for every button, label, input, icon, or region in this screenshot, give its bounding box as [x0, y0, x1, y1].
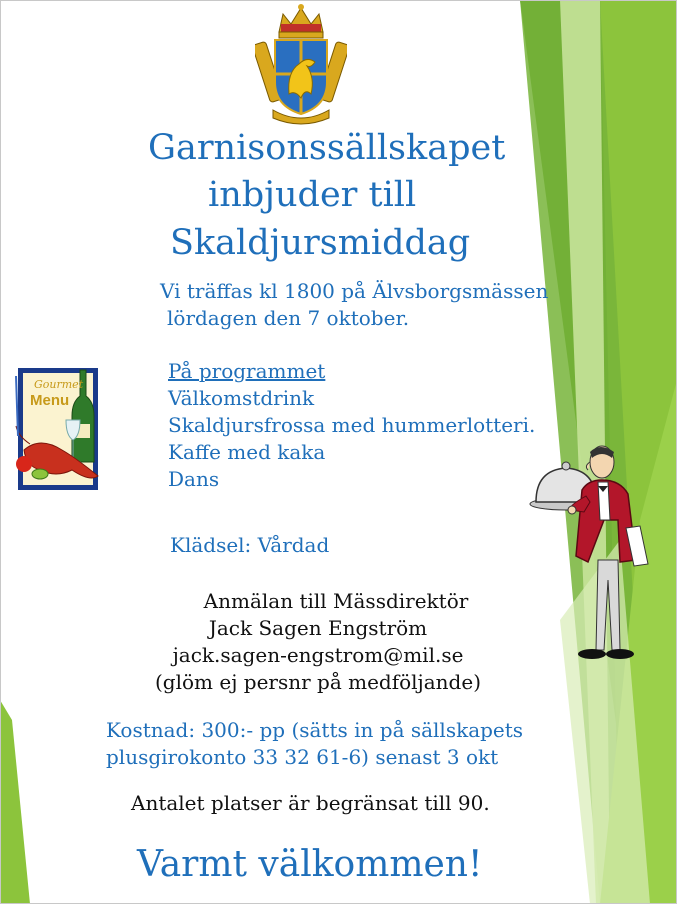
menu-script-label: Gourmet — [34, 378, 84, 391]
meeting-line-1: Vi träffas kl 1800 på Älvsborgsmässen — [160, 279, 549, 303]
coat-of-arms-emblem — [255, 2, 347, 126]
registration-line-2: Jack Sagen Engström — [208, 616, 428, 640]
cost-line-2: plusgirokonto 33 32 61-6) senast 3 okt — [106, 745, 499, 769]
registration-line-1: Anmälan till Mässdirektör — [203, 589, 469, 613]
cost-line-1: Kostnad: 300:- pp (sätts in på sällskapets — [106, 718, 524, 742]
seats-notice: Antalet platser är begränsat till 90. — [131, 791, 490, 815]
title-line-1: Garnisonssällskapet — [148, 128, 506, 168]
meeting-line-2: lördagen den 7 oktober. — [167, 306, 410, 330]
registration-email: jack.sagen-engstrom@mil.se — [172, 643, 464, 667]
menu-word-label: Menu — [30, 392, 70, 409]
dress-code: Klädsel: Vårdad — [170, 533, 330, 557]
program-item: Dans — [168, 467, 220, 491]
welcome-text: Varmt välkommen! — [137, 844, 483, 885]
program-item: Kaffe med kaka — [168, 440, 326, 464]
gourmet-menu-clipart — [10, 366, 114, 494]
program-heading: På programmet — [168, 359, 326, 383]
registration-line-4: (glöm ej persnr på medföljande) — [155, 670, 481, 694]
program-item: Välkomstdrink — [168, 386, 315, 410]
program-item: Skaldjursfrossa med hummerlotteri. — [168, 413, 536, 437]
title-line-3: Skaldjursmiddag — [170, 223, 471, 263]
waiter-clipart — [528, 440, 660, 664]
title-line-2: inbjuder till — [208, 175, 417, 215]
